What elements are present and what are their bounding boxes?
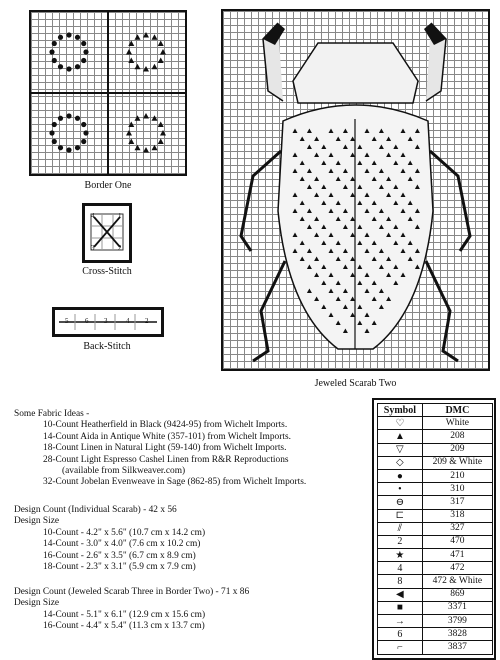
fabric-sub-line: (available from Silkweaver.com) xyxy=(62,466,186,477)
dmc-key-row xyxy=(378,549,493,562)
dmc-symbol: ⊖ xyxy=(378,496,423,509)
design-size: 14-Count - 3.0" x 4.0" (7.6 cm x 10.2 cm) xyxy=(43,539,201,550)
back-stitch-diagram xyxy=(52,307,164,337)
dmc-number: 3371 xyxy=(422,601,492,614)
dmc-symbol: ⌐ xyxy=(378,641,423,654)
dmc-symbol: ● xyxy=(378,469,423,482)
dmc-key-row xyxy=(378,575,493,588)
dmc-symbol: ◇ xyxy=(378,456,423,469)
dmc-number: 318 xyxy=(422,509,492,522)
dmc-key-row xyxy=(378,417,493,430)
cross-stitch-number: 4 xyxy=(91,212,95,220)
dmc-symbol: ■ xyxy=(378,601,423,614)
fabric-line: 18-Count Linen in Natural Light (59-140) from Wichelt Imports. xyxy=(43,443,287,454)
dmc-number: 3837 xyxy=(422,641,492,654)
dmc-number: 472 & White xyxy=(422,575,492,588)
cross-stitch-caption: Cross-Stitch xyxy=(82,266,132,277)
dmc-number: 310 xyxy=(422,483,492,496)
cross-stitch-number: 2 xyxy=(118,244,122,252)
dmc-number: 209 xyxy=(422,443,492,456)
back-stitch-number: 5 xyxy=(65,317,69,325)
design-size: 16-Count - 2.6" x 3.5" (6.7 cm x 8.9 cm) xyxy=(43,550,196,561)
border-one-motifs xyxy=(31,12,185,174)
dmc-key-row xyxy=(378,496,493,509)
dmc-key xyxy=(372,398,496,660)
scarab-chart xyxy=(221,9,490,371)
back-stitch-caption: Back-Stitch xyxy=(83,341,131,352)
design-size: 16-Count - 4.4" x 5.4" (11.3 cm x 13.7 cm) xyxy=(43,621,205,632)
design-border xyxy=(14,587,374,633)
dmc-number: White xyxy=(422,417,492,430)
dmc-number: 3828 xyxy=(422,628,492,641)
dmc-key-row xyxy=(378,601,493,614)
dmc-number: 209 & White xyxy=(422,456,492,469)
dmc-number: 317 xyxy=(422,496,492,509)
cross-stitch-number: 1 xyxy=(118,212,122,220)
design-size-label: Design Size xyxy=(14,516,60,527)
dmc-symbol: ⊏ xyxy=(378,509,423,522)
scarab-drawing xyxy=(223,11,488,369)
dmc-key-row xyxy=(378,483,493,496)
dmc-key-table xyxy=(377,403,493,655)
dmc-symbol: ⫽ xyxy=(378,522,423,535)
dmc-key-row xyxy=(378,535,493,548)
design-size: 18-Count - 2.3" x 3.1" (5.9 cm x 7.9 cm) xyxy=(43,562,196,573)
design-count: Design Count (Individual Scarab) - 42 x 56 xyxy=(14,505,177,515)
dmc-number: 3799 xyxy=(422,615,492,628)
dmc-symbol: → xyxy=(378,615,423,628)
cross-stitch-number: 3 xyxy=(91,244,95,252)
dmc-number: 472 xyxy=(422,562,492,575)
dmc-header: DMC xyxy=(422,404,492,417)
dmc-symbol: 6 xyxy=(378,628,423,641)
dmc-symbol: ♡ xyxy=(378,417,423,430)
dmc-symbol: 4 xyxy=(378,562,423,575)
dmc-key-row xyxy=(378,641,493,654)
back-stitch-number: 4 xyxy=(126,317,130,325)
dmc-key-row xyxy=(378,588,493,601)
dmc-key-row xyxy=(378,443,493,456)
dmc-number: 471 xyxy=(422,549,492,562)
fabric-line: 28-Count Light Espresso Cashel Linen from R&R Reproductions xyxy=(43,454,289,465)
design-count: Design Count (Jeweled Scarab Three in Border Two) - 71 x 86 xyxy=(14,587,250,597)
dmc-key-row xyxy=(378,456,493,469)
dmc-key-row xyxy=(378,522,493,535)
dmc-number: 470 xyxy=(422,535,492,548)
symbol-header: Symbol xyxy=(378,404,423,417)
back-stitch-number: 6 xyxy=(85,317,89,325)
design-size-label: Design Size xyxy=(14,598,60,609)
back-stitch-number: 2 xyxy=(145,317,149,325)
fabric-ideas xyxy=(14,409,374,489)
border-one-caption: Border One xyxy=(84,180,132,191)
fabric-line: 14-Count Aida in Antique White (357-101) from Wichelt Imports. xyxy=(43,431,291,442)
dmc-key-row xyxy=(378,430,493,443)
dmc-symbol: 8 xyxy=(378,575,423,588)
dmc-key-row xyxy=(378,615,493,628)
border-one-chart xyxy=(29,10,187,176)
fabric-heading: Some Fabric Ideas - xyxy=(14,409,90,419)
design-size: 14-Count - 5.1" x 6.1" (12.9 cm x 15.6 cm) xyxy=(43,609,206,620)
dmc-number: 869 xyxy=(422,588,492,601)
dmc-key-row xyxy=(378,562,493,575)
dmc-symbol: 2 xyxy=(378,535,423,548)
cross-stitch-diagram xyxy=(82,203,132,263)
dmc-number: 210 xyxy=(422,469,492,482)
dmc-symbol: • xyxy=(378,483,423,496)
fabric-line: 32-Count Jobelan Evenweave in Sage (862-85) from Wichelt Imports. xyxy=(43,477,307,488)
dmc-number: 327 xyxy=(422,522,492,535)
dmc-key-row xyxy=(378,469,493,482)
dmc-symbol: ★ xyxy=(378,549,423,562)
dmc-key-row xyxy=(378,509,493,522)
design-size: 10-Count - 4.2" x 5.6" (10.7 cm x 14.2 cm) xyxy=(43,527,206,538)
dmc-symbol: ▲ xyxy=(378,430,423,443)
back-stitch-number: 3 xyxy=(104,317,108,325)
dmc-key-row xyxy=(378,628,493,641)
dmc-symbol: ◀ xyxy=(378,588,423,601)
dmc-symbol: ▽ xyxy=(378,443,423,456)
fabric-line: 10-Count Heatherfield in Black (9424-95) from Wichelt Imports. xyxy=(43,420,288,431)
scarab-caption: Jeweled Scarab Two xyxy=(314,378,397,389)
dmc-number: 208 xyxy=(422,430,492,443)
design-individual xyxy=(14,505,374,573)
